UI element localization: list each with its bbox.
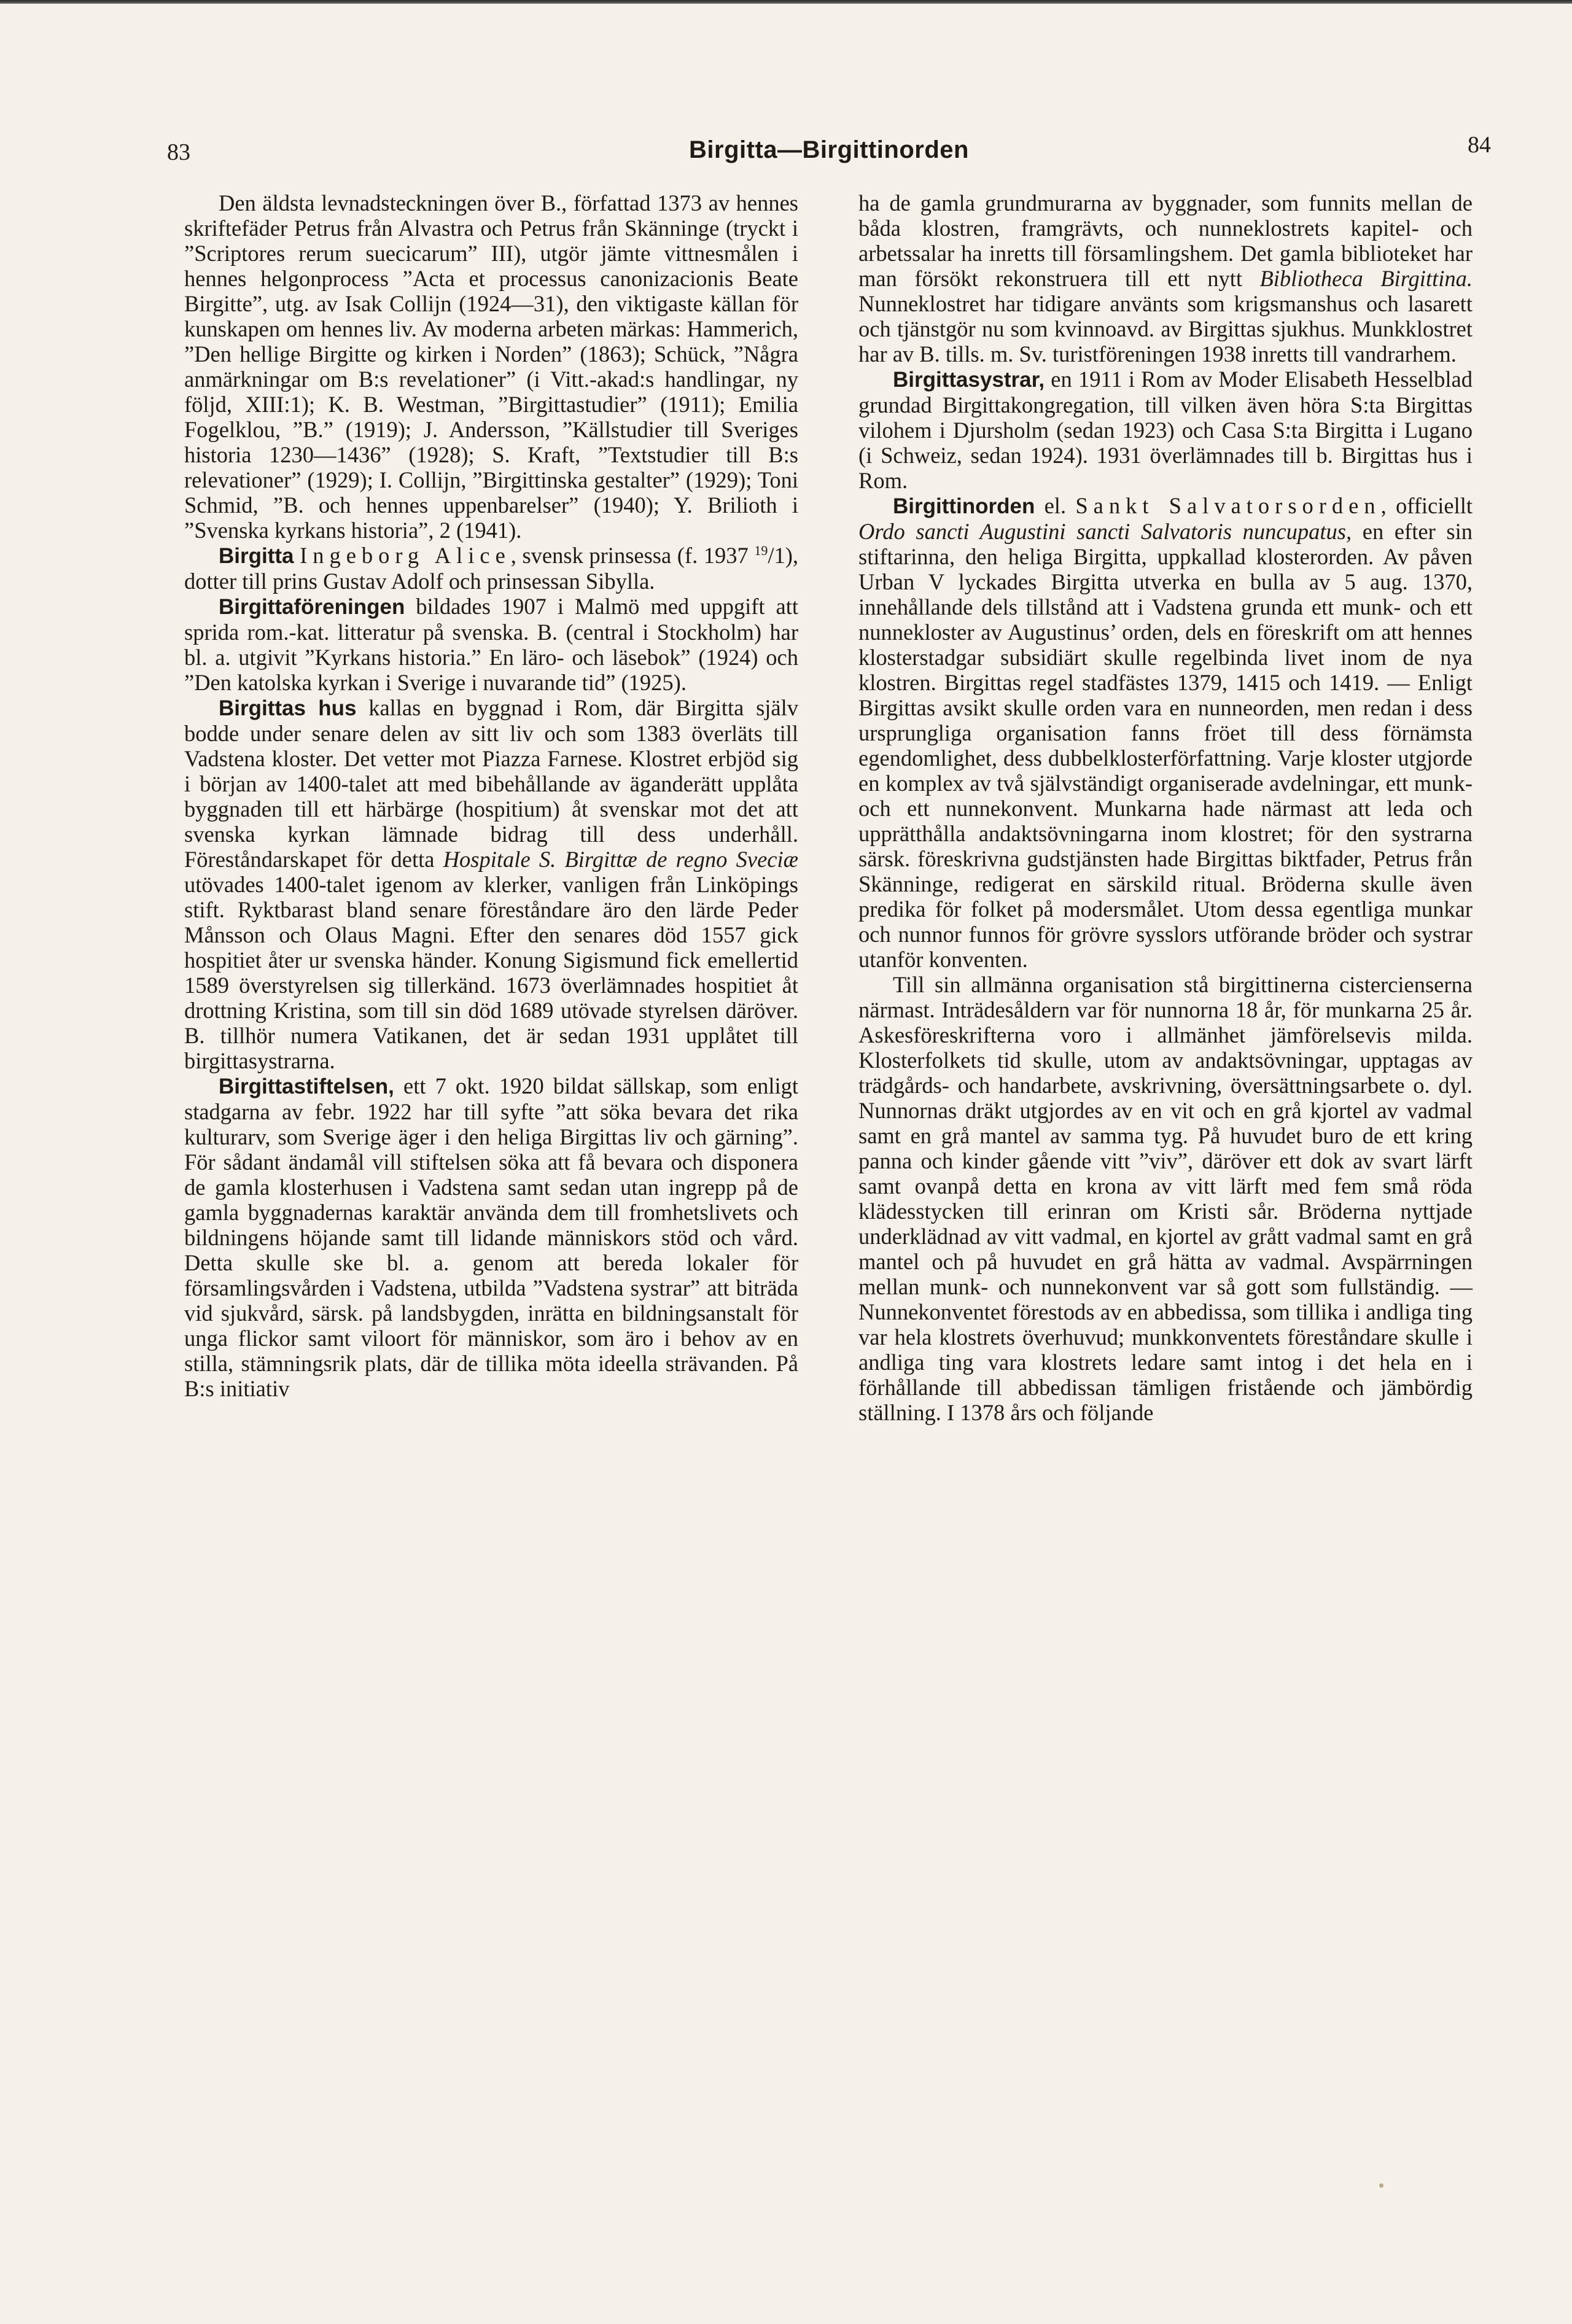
- birgitta-sources-paragraph: Den äldsta levnadsteckningen över B., författad 1373 av hennes skriftefäder Petrus från Alvastra och Petrus från Skänninge (tryckt i ”Scriptores rerum suecicarum” III), utgör jämte vittnesmålen i hennes helgonprocess ”Acta et processus canonizacionis Beate Birgitte”, utg. av Isak Collijn (1924—31), den viktigaste källan för kunskapen om hennes liv. Av moderna arbeten märkas: Hammerich, ”Den hellige Birgitte og kirken i Norden” (1863); Schück, ”Några anmärkningar om B:s revelationer” (i Vitt.-akad:s handlingar, ny följd, XIII:1); K. B. Westman, ”Birgittastudier” (1911); Emilia Fogelklou, ”B.” (1919); J. Andersson, ”Källstudier till Sveriges historia 1230—1436” (1928); S. Kraft, ”Textstudier till B:s relevationer” (1929); I. Collijn, ”Birgittinska gestalter” (1929); Toni Schmid, ”B. och hennes uppenbarelser” (1940); Y. Brilioth i ”Svenska kyrkans historia”, 2 (1941).: [184, 190, 798, 543]
- entry-headword: Birgittas hus: [219, 696, 357, 720]
- top-edge-rule: [0, 0, 1572, 4]
- entry-italic-title: Bibliotheca Birgittina.: [1259, 266, 1473, 291]
- entry-birgittastiftelsen: [184, 1073, 798, 1401]
- entry-headword: Birgittinorden: [893, 494, 1035, 518]
- entry-birgittaforeningen: [184, 594, 798, 695]
- entry-names-spaced: Ingeborg Alice: [300, 543, 511, 568]
- entry-headword: Birgitta: [219, 544, 294, 568]
- entry-text: , svensk prinsessa (f. 1937: [510, 543, 755, 568]
- entry-headword: Birgittaföreningen: [219, 595, 405, 619]
- entry-birgittasystrar: [858, 367, 1473, 493]
- entry-text: ett 7 okt. 1920 bildat sällskap, som enligt stadgarna av febr. 1922 har till syfte ”att söka bevara det rika kulturarv, som Sverige äger i den heliga Birgittas liv och gärning”. För sådant ändamål vill stiftelsen söka att få bevara och disponera de gamla klosterhusen i Vadstena samt sedan utan ingrepp på de gamla byggnadernas karaktär använda dem till fromhetslivets och bildningens höjande samt till lidande människors stöd och vård. Detta skulle ske bl. a. genom att bereda lokaler för församlingsvården i Vadstena, utbilda ”Vadstena systrar” att biträda vid sjukvård, särsk. på landsbygden, inrätta en bildningsanstalt för unga flickor samt viloort för människor, som äro i behov av en stilla, stämningsrik plats, där de tillika möta ideella strävanden. På B:s initiativ: [184, 1073, 798, 1401]
- entry-text: bildades 1907 i Malmö med uppgift att sprida rom.-kat. litteratur på svenska. B. (central i Stockholm) har bl. a. utgivit ”Kyrkans historia.” En läro- och läsebok” (1924) och ”Den katolska kyrkan i Sverige i nuvarande tid” (1925).: [184, 594, 798, 695]
- entry-headword: Birgittasystrar,: [893, 368, 1045, 392]
- orden-organisation-paragraph: Till sin allmänna organisation stå birgittinerna cistercienserna närmast. Inträdesåldern var för nunnorna 18 år, för munkarna 25 år. Askesföreskrifterna voro i allmänhet jämförelsevis milda. Klosterfolkets tid skulle, utom av andaktsövningar, upptagas av trädgårds- och handarbete, avskrivning, översättningsarbete o. dyl. Nunnornas dräkt utgjordes av en vit och en grå kjortel av vadmal samt en grå mantel av samma tyg. På huvudet buro de ett kring panna och kinder gående vitt ”viv”, däröver ett dok av svart lärft samt ovanpå detta en krona av vitt lärft med fem små röda klädesstycken till erinran om Kristi sår. Bröderna nyttjade underklädnad av vitt vadmal, en kjortel av grått vadmal samt en grå mantel och på huvudet en grå hätta av vadmal. Avspärrningen mellan munk- och nunnekonvent var så gott som fullständig. — Nunnekonventet förestods av en abbedissa, som tillika i andliga ting var hela klostrets överhuvud; munkkonventets föreståndare skulle i andliga ting vara klostrets ledare samt intog i det hela en i förhållande till abbedissan tämligen fristående och jämbördig ställning. I 1378 års och följande: [858, 972, 1473, 1425]
- entry-italic-title: Hospitale S. Birgittæ de regno Sveciæ: [443, 847, 798, 872]
- right-column: [858, 190, 1473, 1425]
- entry-headword: Birgittastiftelsen,: [219, 1075, 394, 1098]
- entry-spaced-name: Sankt Salvatorsorden: [1075, 493, 1381, 518]
- continued-paragraph: [858, 190, 1473, 367]
- page-number-left: 83: [167, 139, 190, 165]
- entry-birgittas-hus: [184, 695, 798, 1073]
- page-number-right: 84: [1468, 132, 1491, 158]
- entry-text: , officiellt: [1380, 493, 1473, 518]
- running-title: Birgitta—Birgittinorden: [689, 136, 969, 163]
- page-header: [167, 130, 1491, 173]
- entry-italic-title: Ordo sancti Augustini sancti Salvatoris nuncupatus,: [858, 519, 1352, 544]
- entry-text: ha de gamla grundmurarna av byggnader, som funnits mellan de båda klostren, framgrävts, och nunneklostrets kapitel- och arbetssalar ha inretts till församlingshem. Det gamla biblioteket har man försökt rekonstruera till ett nytt: [858, 190, 1473, 291]
- entry-text: en efter sin stiftarinna, den heliga Birgitta, uppkallad klosterorden. Av påven Urban V lyckades Birgitta utverka en bulla av 5 aug. 1370, innehållande dels tillstånd att i Vadstena grunda ett munk- och ett nunnekloster av Augustinus’ orden, dels en föreskrift om att hennes klosterstadgar subsidiärt skulle regelbinda livet inom de nya klostren. Birgittas regel stadfästes 1379, 1415 och 1419. — Enligt Birgittas avsikt skulle orden vara en nunneorden, men redan i dess ursprungliga organisation fanns fröet till dess förnämsta egendomlighet, dess dubbelklosterförfattning. Varje kloster utgjorde en komplex av två självständigt organiserade avdelningar, ett munk- och ett nunnekonvent. Munkarna hade närmast att leda och upprätthålla andaktsövningarna inom klostret; för den systrarna särsk. föreskrivna gudstjänsten hade Birgittas biktfader, Petrus från Skänninge, redigerat en särskild ritual. Bröderna skulle även predika för folket på modersmålet. Utom dessa egentliga munkar och nunnor funnos för grövre sysslors utförande bröder och systrar utanför konventen.: [858, 519, 1473, 972]
- paper-speck: [1379, 2183, 1383, 2188]
- entry-text: /1), dotter till prins Gustav Adolf och prinsessan Sibylla.: [184, 543, 799, 594]
- left-column: [184, 190, 798, 1401]
- date-superscript: 19: [754, 542, 768, 558]
- entry-text: utövades 1400-talet igenom av klerker, vanligen från Linköpings stift. Ryktbarast bland senare föreståndare äro den lärde Peder Månsson och Olaus Magni. Efter den senares död 1557 gick hospitiet åter ur svenska händer. Konung Sigismund fick emellertid 1589 överstyrelsen sig tillerkänd. 1673 överlämnades hospitiet åt drottning Kristina, som till sin död 1689 utövade styrelsen däröver. B. tillhör numera Vatikanen, det är sedan 1931 upplåtet till birgittasystrarna.: [184, 872, 798, 1073]
- entry-text: el.: [1035, 493, 1076, 518]
- entry-birgittinorden: [858, 493, 1473, 972]
- entry-text: kallas en byggnad i Rom, där Birgitta själv bodde under senare delen av sitt liv och som 1383 överläts till Vadstena kloster. Det vetter mot Piazza Farnese. Klostret erbjöd sig i början av 1400-talet att med bibehållande av äganderätt upplåta byggnaden till ett härbärge (hospitium) åt svenskar mot det att svenska kyrkan lämnade bidrag till dess underhåll. Föreståndarskapet för detta: [184, 695, 799, 872]
- entry-text: Nunneklostret har tidigare använts som krigsmanshus och lasarett och tjänstgör nu som kvinnoavd. av Birgittas sjukhus. Munkklostret har av B. tills. m. Sv. turistföreningen 1938 inretts till vandrarhem.: [858, 291, 1473, 367]
- entry-text: en 1911 i Rom av Moder Elisabeth Hesselblad grundad Birgittakongregation, till vilken även höra S:ta Birgittas vilohem i Djursholm (sedan 1923) och Casa S:ta Birgitta i Lugano (i Schweiz, sedan 1924). 1931 överlämnades till b. Birgittas hus i Rom.: [858, 367, 1473, 493]
- entry-birgitta-alice: [184, 543, 798, 594]
